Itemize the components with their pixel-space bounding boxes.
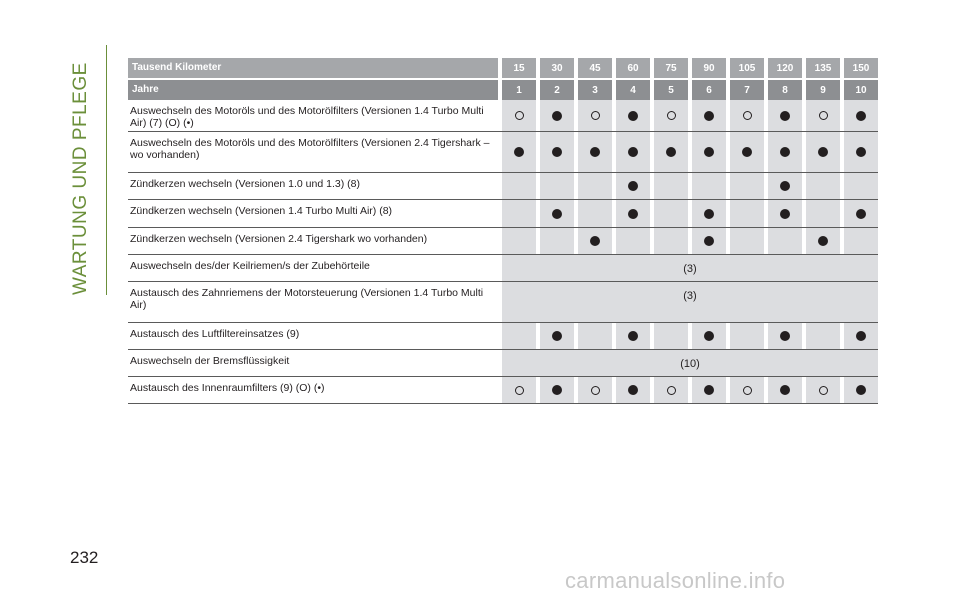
- filled-circle-icon: [552, 111, 562, 121]
- header-row-years: [128, 80, 878, 100]
- header-year-value: 1: [502, 80, 536, 100]
- header-km-value: 120: [768, 58, 802, 78]
- filled-circle-icon: [514, 147, 524, 157]
- interval-cell: [616, 323, 650, 349]
- filled-circle-icon: [704, 147, 714, 157]
- interval-cell: [654, 377, 688, 403]
- row-label: Auswechseln des Motoröls und des Motorölfilters (Versionen 2.4 Tigershark – wo vorhanden): [130, 137, 490, 161]
- row-label: Auswechseln der Bremsflüssigkeit: [130, 355, 290, 367]
- interval-cell: [844, 323, 878, 349]
- interval-cell: [692, 200, 726, 227]
- interval-cell: [730, 228, 764, 254]
- table-row: [128, 228, 878, 255]
- row-cells: [502, 228, 878, 254]
- filled-circle-icon: [628, 331, 638, 341]
- filled-circle-icon: [552, 331, 562, 341]
- interval-cell: [616, 100, 650, 131]
- interval-cell: [616, 200, 650, 227]
- interval-cell: [540, 132, 574, 172]
- interval-cell: [692, 100, 726, 131]
- interval-cell: [502, 132, 536, 172]
- interval-cell: [806, 173, 840, 199]
- header-year-value: 9: [806, 80, 840, 100]
- interval-cell: [616, 228, 650, 254]
- interval-cell: [540, 377, 574, 403]
- filled-circle-icon: [856, 147, 866, 157]
- interval-cell: [730, 377, 764, 403]
- filled-circle-icon: [628, 147, 638, 157]
- table-body: [128, 100, 878, 404]
- row-label: Auswechseln des/der Keilriemen/s der Zubehörteile: [130, 260, 370, 272]
- table-row: [128, 255, 878, 282]
- filled-circle-icon: [780, 331, 790, 341]
- interval-cell: [578, 132, 612, 172]
- row-label: Austausch des Innenraumfilters (9) (O) (•): [130, 382, 325, 394]
- interval-cell: [654, 100, 688, 131]
- open-circle-icon: [591, 386, 600, 395]
- header-km-value: 105: [730, 58, 764, 78]
- filled-circle-icon: [628, 209, 638, 219]
- row-note: (3): [502, 282, 878, 322]
- open-circle-icon: [515, 111, 524, 120]
- header-km-value: 15: [502, 58, 536, 78]
- header-year-value: 3: [578, 80, 612, 100]
- interval-cell: [768, 173, 802, 199]
- open-circle-icon: [743, 111, 752, 120]
- row-cells: [502, 173, 878, 199]
- filled-circle-icon: [628, 111, 638, 121]
- interval-cell: [730, 132, 764, 172]
- table-row: [128, 282, 878, 323]
- interval-cell: [692, 132, 726, 172]
- open-circle-icon: [591, 111, 600, 120]
- filled-circle-icon: [590, 236, 600, 246]
- row-label: Zündkerzen wechseln (Versionen 1.4 Turbo Multi Air) (8): [130, 205, 393, 217]
- row-note: (3): [502, 255, 878, 281]
- interval-cell: [502, 377, 536, 403]
- interval-cell: [806, 377, 840, 403]
- header-km-value: 30: [540, 58, 574, 78]
- filled-circle-icon: [552, 385, 562, 395]
- interval-cell: [768, 377, 802, 403]
- interval-cell: [578, 173, 612, 199]
- interval-cell: [844, 228, 878, 254]
- table-row: [128, 132, 878, 173]
- row-cells: [502, 200, 878, 227]
- interval-cell: [502, 200, 536, 227]
- row-label: Zündkerzen wechseln (Versionen 1.0 und 1.3) (8): [130, 178, 360, 190]
- table-row: [128, 100, 878, 132]
- interval-cell: [654, 323, 688, 349]
- table-row: [128, 173, 878, 200]
- interval-cell: [806, 200, 840, 227]
- filled-circle-icon: [818, 236, 828, 246]
- filled-circle-icon: [856, 385, 866, 395]
- interval-cell: [540, 173, 574, 199]
- row-label: Austausch des Zahnriemens der Motorsteuerung (Versionen 1.4 Turbo Multi Air): [130, 287, 484, 311]
- header-year-value: 5: [654, 80, 688, 100]
- filled-circle-icon: [628, 385, 638, 395]
- interval-cell: [654, 132, 688, 172]
- header-km-value: 135: [806, 58, 840, 78]
- header-year-value: 7: [730, 80, 764, 100]
- filled-circle-icon: [628, 181, 638, 191]
- interval-cell: [692, 377, 726, 403]
- row-cells: [502, 100, 878, 131]
- row-label: Auswechseln des Motoröls und des Motorölfilters (Versionen 1.4 Turbo Multi Air) (7) (O) (•): [130, 105, 484, 129]
- interval-cell: [502, 228, 536, 254]
- header-row-km: [128, 58, 878, 78]
- chapter-rule: [106, 45, 107, 295]
- filled-circle-icon: [704, 111, 714, 121]
- header-year-value: 10: [844, 80, 878, 100]
- interval-cell: [654, 228, 688, 254]
- interval-cell: [578, 228, 612, 254]
- filled-circle-icon: [780, 181, 790, 191]
- table-row: [128, 377, 878, 404]
- interval-cell: [768, 132, 802, 172]
- header-year-value: 8: [768, 80, 802, 100]
- filled-circle-icon: [552, 209, 562, 219]
- open-circle-icon: [819, 386, 828, 395]
- header-year-value: 4: [616, 80, 650, 100]
- interval-cell: [844, 377, 878, 403]
- filled-circle-icon: [704, 236, 714, 246]
- interval-cell: [540, 228, 574, 254]
- filled-circle-icon: [666, 147, 676, 157]
- interval-cell: [806, 228, 840, 254]
- interval-cell: [692, 228, 726, 254]
- page-number: 232: [70, 548, 99, 567]
- filled-circle-icon: [742, 147, 752, 157]
- filled-circle-icon: [704, 209, 714, 219]
- filled-circle-icon: [590, 147, 600, 157]
- watermark: carmanualsonline.info: [565, 568, 786, 593]
- interval-cell: [502, 173, 536, 199]
- row-label: Austausch des Luftfiltereinsatzes (9): [130, 328, 300, 340]
- filled-circle-icon: [856, 111, 866, 121]
- filled-circle-icon: [780, 111, 790, 121]
- interval-cell: [806, 100, 840, 131]
- interval-cell: [730, 100, 764, 131]
- table-row: [128, 350, 878, 377]
- interval-cell: [654, 200, 688, 227]
- row-cells: [502, 132, 878, 172]
- interval-cell: [844, 173, 878, 199]
- header-year-value: 6: [692, 80, 726, 100]
- interval-cell: [502, 323, 536, 349]
- interval-cell: [730, 323, 764, 349]
- interval-cell: [578, 100, 612, 131]
- filled-circle-icon: [780, 385, 790, 395]
- filled-circle-icon: [856, 209, 866, 219]
- row-cells: [502, 323, 878, 349]
- interval-cell: [768, 200, 802, 227]
- filled-circle-icon: [704, 385, 714, 395]
- row-cells: [502, 377, 878, 403]
- chapter-title: WARTUNG UND PFLEGE: [70, 62, 91, 295]
- interval-cell: [730, 200, 764, 227]
- interval-cell: [540, 323, 574, 349]
- interval-cell: [654, 173, 688, 199]
- interval-cell: [578, 200, 612, 227]
- interval-cell: [502, 100, 536, 131]
- interval-cell: [578, 323, 612, 349]
- interval-cell: [616, 377, 650, 403]
- header-year-values: [498, 80, 878, 100]
- filled-circle-icon: [552, 147, 562, 157]
- header-km-value: 45: [578, 58, 612, 78]
- open-circle-icon: [515, 386, 524, 395]
- interval-cell: [844, 200, 878, 227]
- interval-cell: [768, 100, 802, 131]
- header-year-label: Jahre: [128, 80, 498, 100]
- table-row: [128, 323, 878, 350]
- filled-circle-icon: [818, 147, 828, 157]
- header-km-value: 90: [692, 58, 726, 78]
- interval-cell: [692, 173, 726, 199]
- interval-cell: [730, 173, 764, 199]
- open-circle-icon: [667, 386, 676, 395]
- interval-cell: [692, 323, 726, 349]
- interval-cell: [806, 323, 840, 349]
- header-km-value: 60: [616, 58, 650, 78]
- header-km-values: [498, 58, 878, 78]
- maintenance-table: [128, 58, 878, 404]
- open-circle-icon: [819, 111, 828, 120]
- interval-cell: [768, 228, 802, 254]
- row-label: Zündkerzen wechseln (Versionen 2.4 Tigershark wo vorhanden): [130, 233, 428, 245]
- open-circle-icon: [667, 111, 676, 120]
- header-km-value: 75: [654, 58, 688, 78]
- filled-circle-icon: [704, 331, 714, 341]
- interval-cell: [540, 200, 574, 227]
- header-km-value: 150: [844, 58, 878, 78]
- interval-cell: [616, 173, 650, 199]
- header-km-label: Tausend Kilometer: [128, 58, 498, 78]
- interval-cell: [540, 100, 574, 131]
- interval-cell: [578, 377, 612, 403]
- header-year-value: 2: [540, 80, 574, 100]
- open-circle-icon: [743, 386, 752, 395]
- interval-cell: [768, 323, 802, 349]
- interval-cell: [844, 132, 878, 172]
- filled-circle-icon: [780, 147, 790, 157]
- table-row: [128, 200, 878, 228]
- interval-cell: [806, 132, 840, 172]
- filled-circle-icon: [780, 209, 790, 219]
- row-note: (10): [502, 350, 878, 376]
- filled-circle-icon: [856, 331, 866, 341]
- interval-cell: [844, 100, 878, 131]
- interval-cell: [616, 132, 650, 172]
